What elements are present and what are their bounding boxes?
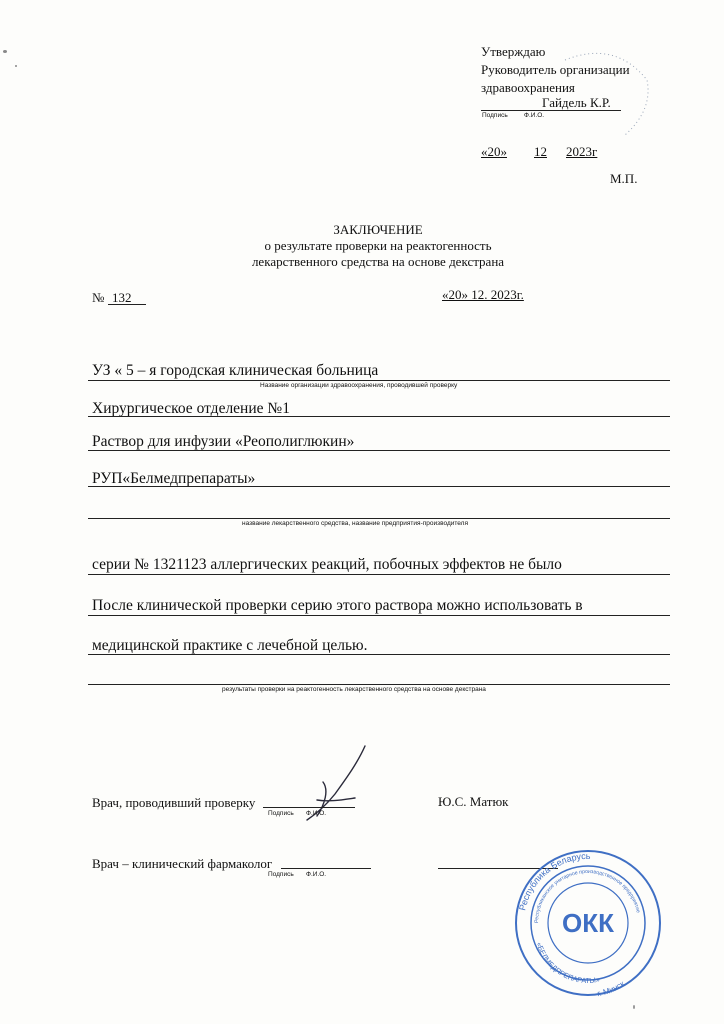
doc-date: «20» 12. 2023г. (442, 287, 524, 302)
approval-caption-sign: Подпись (482, 112, 508, 119)
organization-line (88, 380, 670, 381)
round-stamp (513, 848, 663, 998)
approval-signer-name: Гайдель К.Р. (542, 95, 611, 110)
title-line-1: ЗАКЛЮЧЕНИЕ (333, 222, 423, 237)
position-line-2: здравоохранения (481, 80, 575, 95)
drug-name-field: Раствор для инфузии «Реополиглюкин» (92, 433, 355, 450)
doctor-label: Врач, проводивший проверку (92, 795, 256, 810)
scan-speck (633, 1005, 635, 1009)
approved-label: Утверждаю (481, 44, 546, 59)
result-rule-1 (88, 574, 670, 575)
approval-date-day: «20» (481, 144, 507, 159)
manufacturer-field: РУП«Белмедпрепараты» (92, 470, 256, 487)
pharmacologist-caption-sign: Подпись (268, 871, 294, 878)
approval-caption-fio: Ф.И.О. (524, 112, 545, 119)
approval-date-month: 12 (534, 144, 547, 159)
blank-line-2 (88, 684, 670, 685)
position-line-1: Руководитель организации (481, 62, 630, 77)
doctor-signature-line (263, 807, 355, 808)
result-line-3: медицинской практике с лечебной целью. (92, 637, 368, 654)
stamp-center-text: ОКК (562, 908, 614, 938)
approval-date-year: 2023г (566, 144, 598, 159)
faint-stamp-trace (555, 40, 655, 140)
pharmacologist-signature-line (281, 868, 371, 869)
scan-speck (15, 65, 17, 67)
stamp-ring-outer-text: Республика Беларусь (517, 850, 591, 912)
drug-name-line (88, 450, 670, 451)
scan-speck (3, 50, 7, 53)
organization-caption: Название организации здравоохранения, проводившей проверку (260, 382, 458, 389)
doc-number-value: 132 (112, 290, 132, 305)
stamp-place-label: М.П. (610, 171, 638, 186)
result-line-2: После клинической проверки серию этого раствора можно использовать в (92, 597, 583, 614)
pharmacologist-caption-fio: Ф.И.О. (306, 871, 327, 878)
result-rule-2 (88, 615, 670, 616)
blank-line-1 (88, 518, 670, 519)
department-field: Хирургическое отделение №1 (92, 400, 290, 417)
result-line-1: серии № 1321123 аллергических реакций, побочных эффектов не было (92, 556, 562, 573)
title-line-3: лекарственного средства на основе декстрана (251, 254, 505, 269)
result-caption: результаты проверки на реактогенность лекарственного средства на основе декстрана (222, 686, 486, 693)
stamp-city-text: г. Минск (596, 979, 627, 998)
doc-number-label: № (92, 290, 105, 305)
result-rule-3 (88, 654, 670, 655)
stamp-ring-bottom-text: «БЕЛМЕДПРЕПАРАТЫ» (534, 941, 601, 986)
doctor-name: Ю.С. Матюк (438, 794, 509, 809)
pharmacologist-label: Врач – клинический фармаколог (92, 856, 273, 871)
department-line (88, 416, 670, 417)
drug-caption: название лекарственного средства, название предприятия-производителя (242, 520, 468, 527)
manufacturer-line (88, 486, 670, 487)
stamp-ring-middle-text: Республиканское унитарное производственное предприятие (533, 868, 641, 924)
doctor-caption-sign: Подпись (268, 810, 294, 817)
title-line-2: о результате проверки на реактогенность (264, 238, 492, 253)
organization-field: УЗ « 5 – я городская клиническая больница (92, 362, 379, 379)
doc-number-underline (108, 304, 146, 305)
doctor-caption-fio: Ф.И.О. (306, 810, 327, 817)
